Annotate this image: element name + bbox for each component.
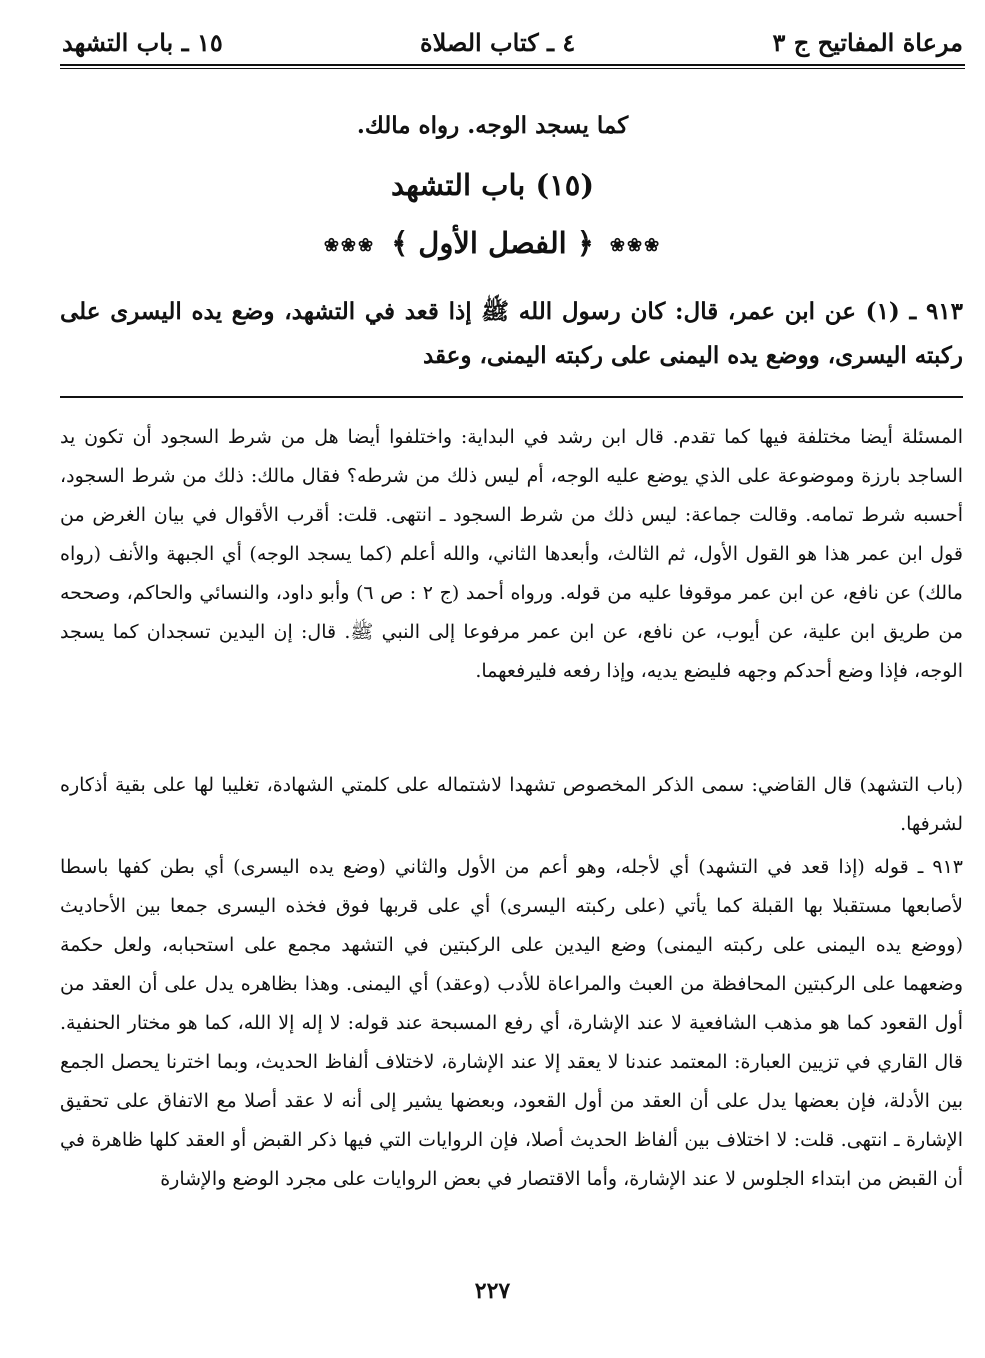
header-section: ١٥ ـ باب التشهد xyxy=(62,27,223,57)
header-book-title: مرعاة المفاتيح ج ٣ xyxy=(772,27,963,57)
top-line: كما يسجد الوجه. رواه مالك. xyxy=(356,112,629,139)
header-rule xyxy=(60,64,965,66)
ornament-icon: ❀❀❀ xyxy=(609,234,662,256)
commentary-paragraph: ٩١٣ ـ قوله (إذا قعد في التشهد) أي لأجله، وهو أعم من الأول والثاني (وضع يده اليسرى) أي بطن كفها باسطا لأصابعها مستقبلا بها القبلة كما يأتي (على ركبته اليسرى) أي على قربها فوق فخذه اليسرى جمعا بين الأحاديث (ووضع يده اليمنى على ركبته اليمنى) وضع اليدين على الركبتين في التشهد مجمع على استحبابه، ولعل حكمة وضعهما على الركبتين المحافظة من العبث والمراعاة للأدب (وعقد) أي اليمنى. وهذا بظاهره يدل على أن العقد من أول القعود كما هو مذهب الشافعية لا عند الإشارة، أي رفع المسبحة عند قوله: لا إله إلا الله، كما هو مختار الحنفية. قال القاري في تزيين العبارة: المعتمد عندنا لا يعقد إلا عند الإشارة، لاختلاف ألفاظ الحديث، وبما اخترنا يحصل الجمع بين الأدلة، فإن بعضها يدل على أن العقد من أول القعود، وبعضها يشير إلى أنه لا عقد أصلا مع الاتفاق على تحقيق الإشارة ـ انتهى. قلت: لا اختلاف بين ألفاظ الحديث أصلا، فإن الروايات التي فيها ذكر القبض أو العقد كلها ظاهرة في أن القبض من ابتداء الجلوس لا عند الإشارة، وأما الاقتصار في بعض الروايات على مجرد الوضع والإشارة xyxy=(60,856,963,1190)
running-header xyxy=(62,22,963,62)
commentary-paragraph: (باب التشهد) قال القاضي: سمى الذكر المخصوص تشهدا لاشتماله على كلمتي الشهادة، تغليبا لها على بقية أذكاره لشرفها. xyxy=(60,774,963,835)
header-rule-thin xyxy=(60,68,965,69)
hadith-text: ٩١٣ ـ (١) عن ابن عمر، قال: كان رسول الله ﷺ إذا قعد في التشهد، وضع يده اليسرى على ركبته اليسرى، ووضع يده اليمنى على ركبته اليمنى، وعقد xyxy=(60,298,963,369)
section-title: ﴿ الفصل الأول ﴾ xyxy=(391,226,594,260)
commentary-paragraph: المسئلة أيضا مختلفة فيها كما تقدم. قال ابن رشد في البداية: واختلفوا أيضا هل من شرط السجود أن تكون يد الساجد بارزة وموضوعة على الذي يوضع عليه الوجه، أم ليس ذلك من شرطه؟ فقال مالك: ذلك من شرط السجود، أحسبه شرط تمامه. وقالت جماعة: ليس ذلك من شرط السجود ـ انتهى. قلت: أقرب الأقوال في بيان الغرض من قول ابن عمر هذا هو القول الأول، ثم الثالث، وأبعدها الثاني، والله أعلم (كما يسجد الوجه) أي الجبهة والأنف (رواه مالك) عن نافع، عن ابن عمر موقوفا عليه من قوله. ورواه أحمد (ج ٢ : ص ٦) وأبو داود، والنسائي والحاكم، وصححه من طريق ابن علية، عن أيوب، عن نافع، عن ابن عمر مرفوعا إلى النبي ﷺ. قال: إن اليدين تسجدان كما يسجد الوجه، فإذا وضع أحدكم وجهه فليضع يديه، وإذا رفعه فليرفعهما. xyxy=(60,426,963,682)
ornament-icon: ❀❀❀ xyxy=(323,234,376,256)
page-number: ٢٢٧ xyxy=(474,1278,511,1304)
section-title-row xyxy=(0,226,985,260)
header-chapter: ٤ ـ كتاب الصلاة xyxy=(420,27,576,57)
separator-rule xyxy=(60,396,963,398)
chapter-title: (١٥) باب التشهد xyxy=(390,168,595,202)
